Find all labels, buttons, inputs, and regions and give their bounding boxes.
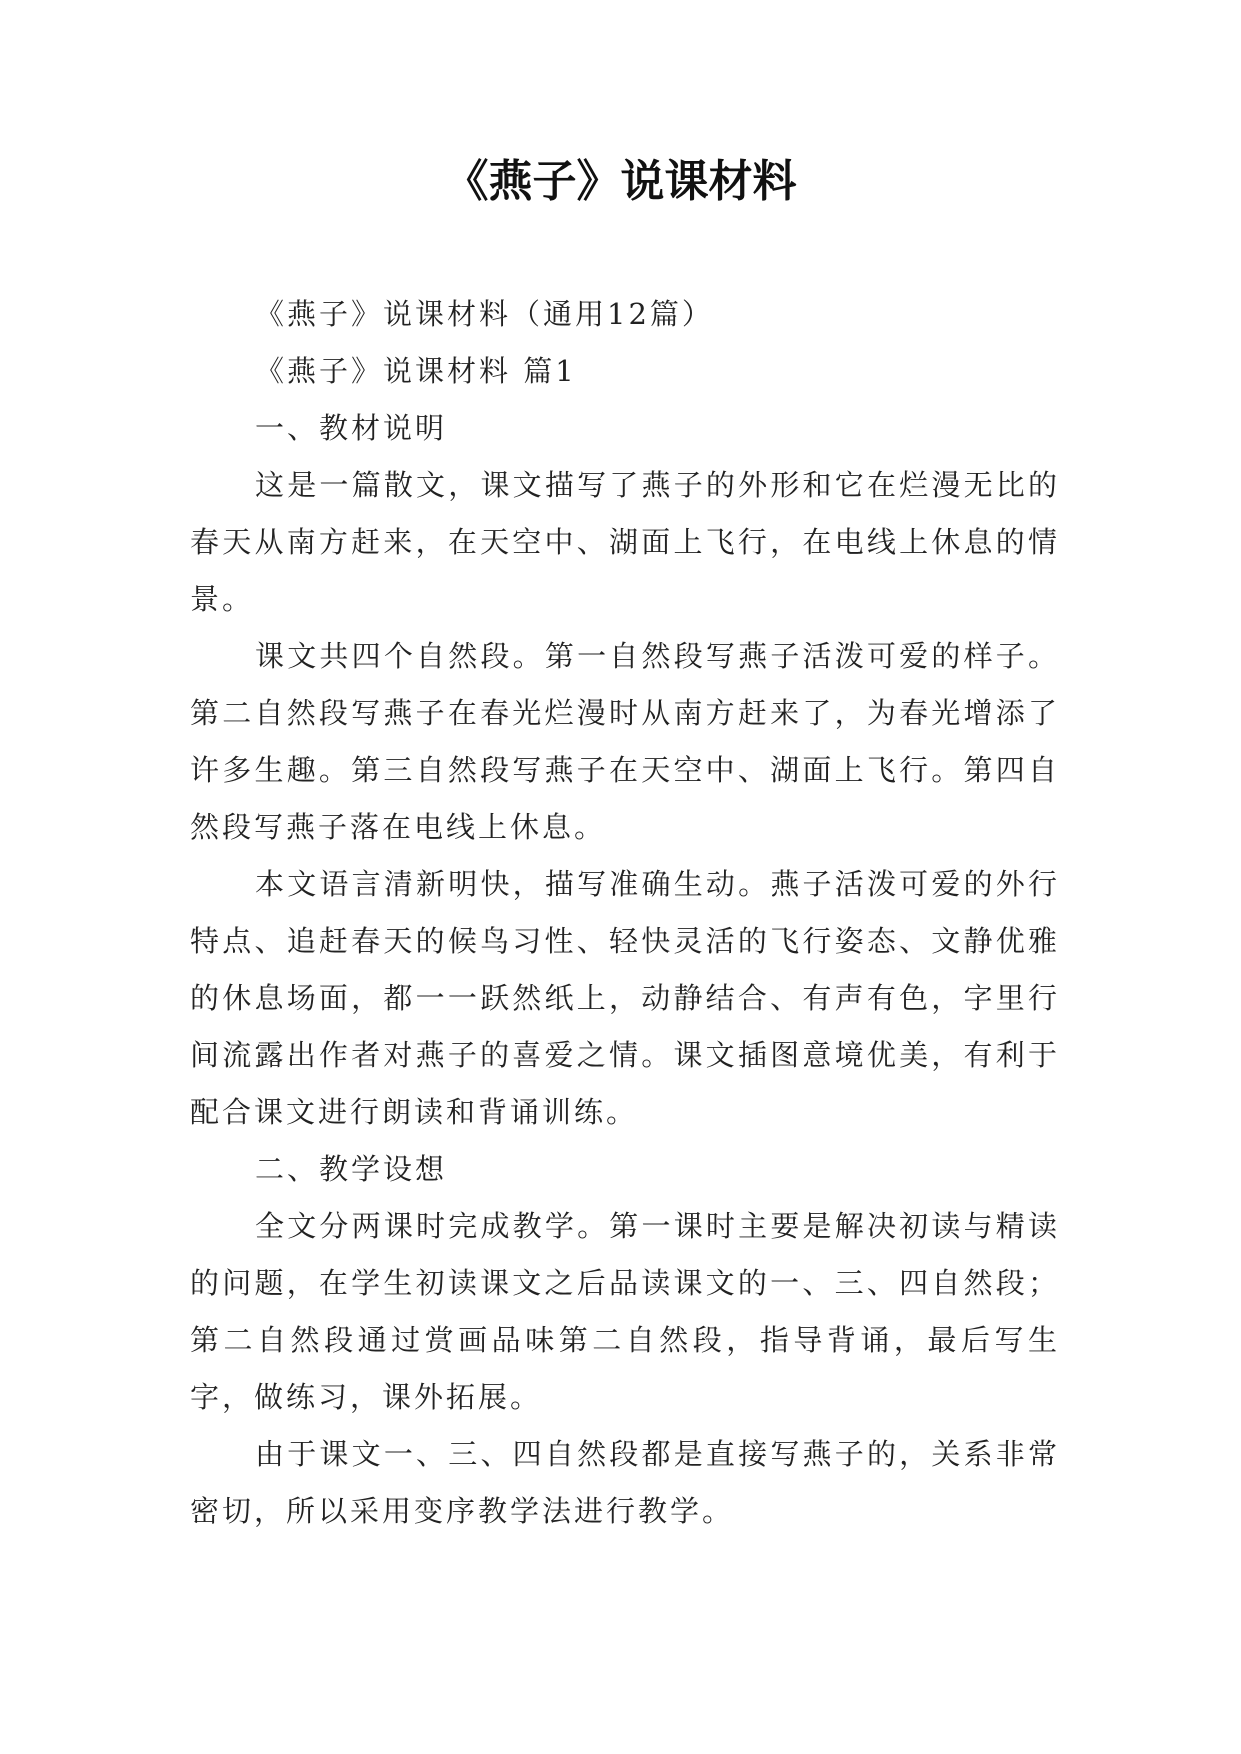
- paragraph: 全文分两课时完成教学。第一课时主要是解决初读与精读的问题，在学生初读课文之后品读课文的一、三、四自然段；第二自然段通过赏画品味第二自然段，指导背诵，最后写生字，做练习，课外拓展。: [190, 1209, 1060, 1414]
- paragraph: 本文语言清新明快，描写准确生动。燕子活泼可爱的外行特点、追赶春天的候鸟习性、轻快灵活的飞行姿态、文静优雅的休息场面，都一一跃然纸上，动静结合、有声有色，字里行间流露出作者对燕子的喜爱之情。课文插图意境优美，有利于配合课文进行朗读和背诵训练。: [190, 867, 1060, 1129]
- paragraph: 这是一篇散文，课文描写了燕子的外形和它在烂漫无比的春天从南方赶来，在天空中、湖面上飞行，在电线上休息的情景。: [190, 468, 1060, 616]
- paragraph-section-heading-2: 二、教学设想: [255, 1152, 448, 1186]
- paragraph: 课文共四个自然段。第一自然段写燕子活泼可爱的样子。第二自然段写燕子在春光烂漫时从南方赶来了，为春光增添了许多生趣。第三自然段写燕子在天空中、湖面上飞行。第四自然段写燕子落在电线上休息。: [190, 639, 1060, 844]
- paragraph-section-heading-1: 一、教材说明: [255, 411, 448, 445]
- paragraph-article-heading: 《燕子》说课材料 篇1: [255, 354, 577, 388]
- paragraph-series-title: 《燕子》说课材料（通用12篇）: [255, 297, 714, 331]
- document-title: 《燕子》说课材料: [444, 156, 797, 207]
- paragraph: 由于课文一、三、四自然段都是直接写燕子的，关系非常密切，所以采用变序教学法进行教学。: [190, 1437, 1060, 1528]
- document-body: [190, 286, 1060, 1540]
